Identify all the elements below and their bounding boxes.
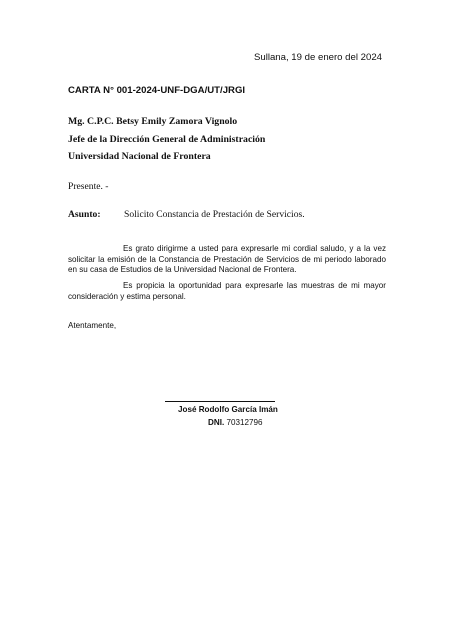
- body-paragraph-1: [68, 244, 386, 276]
- subject-text: Solicito Constancia de Prestación de Servicios.: [124, 209, 305, 220]
- signatory-id: [208, 418, 262, 427]
- letter-reference: CARTA N° 001-2024-UNF-DGA/UT/JRGI: [68, 85, 246, 96]
- recipient-name: Mg. C.P.C. Betsy Emily Zamora Vignolo: [68, 116, 238, 127]
- recipient-position: Jefe de la Dirección General de Administración: [68, 134, 266, 145]
- signatory-name: José Rodolfo García Imán: [178, 405, 278, 414]
- recipient-institution: Universidad Nacional de Frontera: [68, 151, 211, 162]
- signatory-id-number: 70312796: [226, 418, 263, 427]
- letter-date: Sullana, 19 de enero del 2024: [253, 52, 382, 63]
- body-paragraph-2: [68, 281, 386, 302]
- closing: Atentamente,: [68, 321, 117, 330]
- greeting: Presente. -: [68, 181, 109, 192]
- signatory-id-label: DNI.: [208, 418, 225, 427]
- body-paragraph-2-text: Es propicia la oportunidad para expresarle las muestras de mi mayor consideración y estima personal.: [68, 281, 386, 301]
- body-paragraph-1-text: Es grato dirigirme a usted para expresarle mi cordial saludo, y a la vez solicitar la emisión de la Constancia de Prestación de Servicios de mi periodo laborado en su casa de Estudios de la Universidad Nacional de Frontera.: [68, 244, 386, 275]
- signature-line: [165, 401, 275, 402]
- subject-label: Asunto:: [68, 209, 101, 220]
